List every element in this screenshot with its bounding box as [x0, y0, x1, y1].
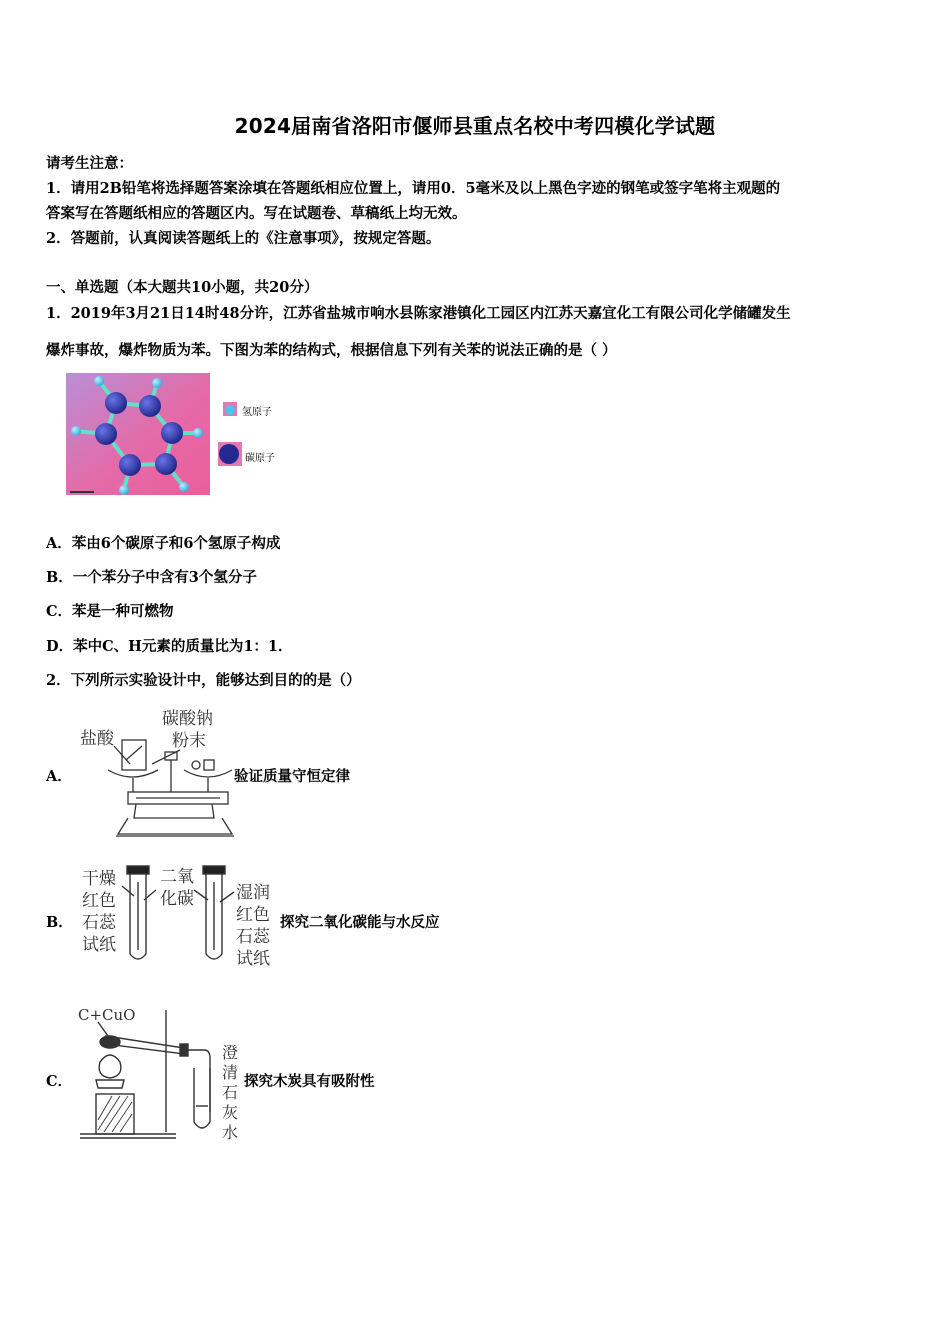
co2-test-tubes-figure	[78, 862, 278, 968]
q2-stem: 2．下列所示实验设计中，能够达到目的的是（）	[46, 672, 361, 689]
q1-option-b: B．一个苯分子中含有3个氢分子	[46, 569, 257, 586]
carbon-legend-label: 碳原子	[245, 453, 275, 464]
q1-option-d: D．苯中C、H元素的质量比为1：1．	[46, 638, 293, 655]
fig-hcl-label: 盐酸	[80, 729, 114, 749]
fig-ccuo-label: C+CuO	[78, 1006, 136, 1024]
notice-line-2: 答案写在答题纸相应的答题区内。写在试题卷、草稿纸上均无效。	[46, 205, 467, 222]
fig-lime-4: 灰	[222, 1103, 239, 1122]
notice-line-1: 1．请用2B铅笔将选择题答案涂填在答题纸相应位置上，请用0．5毫米及以上黑色字迹的钢笔或签字笔将主观题的	[46, 180, 781, 197]
hydrogen-legend-swatch	[223, 402, 237, 416]
q2-option-c-label: C．	[46, 1073, 73, 1090]
fig-wet-1: 湿润	[236, 883, 270, 903]
fig-lime-2: 清	[222, 1063, 239, 1082]
fig-co2-1: 二氧	[160, 867, 194, 887]
fig-dry-1: 干燥	[82, 869, 116, 889]
q1-option-a: A．苯由6个碳原子和6个氢原子构成	[46, 535, 281, 552]
fig-na2co3-label-1: 碳酸钠	[162, 709, 213, 729]
section-heading: 一、单选题（本大题共10小题，共20分）	[46, 279, 319, 296]
notice-line-3: 2．答题前，认真阅读答题纸上的《注意事项》，按规定答题。	[46, 230, 441, 247]
fig-dry-3: 石蕊	[82, 913, 116, 933]
hydrogen-legend-label: 氢原子	[242, 407, 272, 418]
page-title: 2024届南省洛阳市偃师县重点名校中考四模化学试题	[234, 114, 716, 138]
fig-dry-2: 红色	[82, 891, 116, 911]
q1-option-c: C．苯是一种可燃物	[46, 603, 174, 620]
q2-option-b-label: B．	[46, 914, 73, 931]
q2-option-c-text: 探究木炭具有吸附性	[244, 1073, 375, 1090]
q1-stem-line-1: 1．2019年3月21日14时48分许，江苏省盐城市响水县陈家港镇化工园区内江苏天嘉宜化工有限公司化学储罐发生	[46, 305, 791, 322]
q2-option-a-label: A．	[46, 768, 72, 785]
fig-lime-1: 澄	[222, 1043, 239, 1062]
fig-lime-5: 水	[222, 1123, 239, 1142]
carbon-reduction-apparatus-figure	[76, 1002, 246, 1144]
balance-apparatus-figure	[76, 706, 236, 840]
fig-co2-2: 化碳	[160, 889, 194, 909]
fig-na2co3-label-2: 粉末	[172, 731, 206, 751]
notice-heading: 请考生注意：	[46, 155, 133, 172]
carbon-legend-swatch	[218, 442, 242, 466]
fig-wet-4: 试纸	[236, 949, 270, 968]
benzene-structure-image	[66, 373, 210, 495]
fig-wet-3: 石蕊	[236, 927, 270, 947]
q1-stem-line-2: 爆炸事故，爆炸物质为苯。下图为苯的结构式，根据信息下列有关苯的说法正确的是（ ）	[46, 342, 617, 359]
fig-lime-3: 石	[222, 1083, 239, 1102]
q2-option-a-text: 验证质量守恒定律	[234, 768, 350, 785]
q2-option-b-text: 探究二氧化碳能与水反应	[280, 914, 440, 931]
fig-dry-4: 试纸	[82, 935, 116, 955]
fig-wet-2: 红色	[236, 905, 270, 925]
